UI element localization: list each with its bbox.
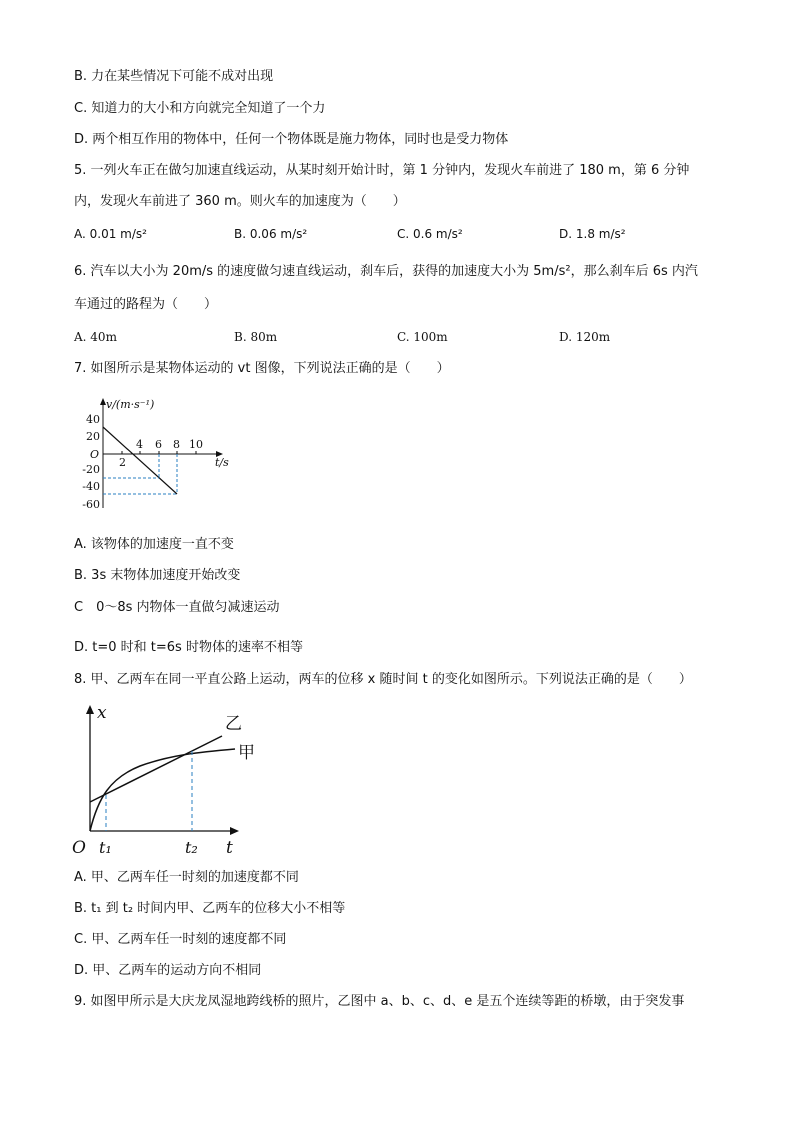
q6-option-d: D. 120m (559, 330, 611, 344)
q6-option-c: C. 100m (397, 330, 448, 344)
q7-option-b: B. 3s 末物体加速度开始改变 (74, 568, 241, 583)
q8-option-c: C. 甲、乙两车任一时刻的速度都不同 (74, 932, 287, 947)
q8-option-a: A. 甲、乙两车任一时刻的加速度都不同 (74, 870, 299, 885)
q4-option-d: D. 两个相互作用的物体中，任何一个物体既是施力物体，同时也是受力物体 (74, 132, 509, 147)
q5-option-c: C. 0.6 m/s² (397, 227, 463, 241)
q7-ytick-label: -60 (82, 498, 100, 511)
q7-origin: O (90, 448, 100, 461)
q7-xtick-label: 2 (119, 456, 126, 469)
q5-option-d: D. 1.8 m/s² (559, 227, 626, 241)
q8-line-yi (90, 736, 222, 802)
q7-y-label: v/(m·s⁻¹) (106, 398, 155, 411)
q4-option-b: B. 力在某些情况下可能不成对出现 (74, 69, 274, 84)
q8-stem: 8. 甲、乙两车在同一平直公路上运动，两车的位移 x 随时间 t 的变化如图所示。下列说法正确的是（ ） (74, 672, 692, 687)
q8-y-label: x (97, 703, 107, 723)
q8-option-d: D. 甲、乙两车的运动方向不相同 (74, 963, 262, 978)
q7-ytick-label: -40 (82, 480, 100, 493)
q7-option-c: C 0～8s 内物体一直做匀减速运动 (74, 600, 280, 615)
q7-x-label: t/s (215, 456, 229, 469)
q7-xtick-label: 6 (155, 438, 162, 451)
q8-x-label: t (226, 838, 233, 858)
q7-xtick-label: 10 (189, 438, 203, 451)
q7-option-d: D. t=0 时和 t=6s 时物体的速率不相等 (74, 640, 303, 655)
q7-stem: 7. 如图所示是某物体运动的 vt 图像，下列说法正确的是（ ） (74, 361, 450, 376)
q8-option-b: B. t₁ 到 t₂ 时间内甲、乙两车的位移大小不相等 (74, 901, 346, 916)
q8-t1-label: t₁ (99, 838, 112, 857)
q8-curve-jia (90, 749, 235, 831)
q8-series-jia-label: 甲 (238, 743, 255, 763)
q7-option-a: A. 该物体的加速度一直不变 (74, 537, 234, 552)
q7-ytick-label: -20 (82, 463, 100, 476)
q4-option-c: C. 知道力的大小和方向就完全知道了一个力 (74, 101, 326, 116)
q6-option-a: A. 40m (74, 330, 117, 344)
q5-stem-line1: 5. 一列火车正在做匀加速直线运动，从某时刻开始计时，第 1 分钟内，发现火车前进了 180 m，第 6 分钟 (74, 163, 690, 178)
q8-origin: O (72, 838, 86, 858)
q6-option-b: B. 80m (234, 330, 278, 344)
q5-stem-line2: 内，发现火车前进了 360 m。则火车的加速度为（ ） (74, 194, 406, 209)
q7-xtick-label: 4 (136, 438, 143, 451)
q8-x-arrow (230, 827, 239, 835)
q8-xt-graph (70, 698, 270, 860)
q5-option-a: A. 0.01 m/s² (74, 227, 147, 241)
q8-t2-label: t₂ (185, 838, 198, 857)
q7-vt-graph (70, 390, 240, 515)
q6-stem-line1: 6. 汽车以大小为 20m/s 的速度做匀速直线运动，刹车后，获得的加速度大小为 5m/s²，那么刹车后 6s 内汽 (74, 264, 698, 279)
q6-stem-line2: 车通过的路程为（ ） (74, 297, 218, 312)
q7-ytick-label: 40 (86, 413, 100, 426)
q5-option-b: B. 0.06 m/s² (234, 227, 308, 241)
q7-xtick-label: 8 (173, 438, 180, 451)
q8-y-arrow (86, 705, 94, 714)
q9-stem: 9. 如图甲所示是大庆龙凤湿地跨线桥的照片，乙图中 a、b、c、d、e 是五个连续等距的桥墩，由于突发事 (74, 994, 685, 1009)
q7-ytick-label: 20 (86, 430, 100, 443)
q8-series-yi-label: 乙 (225, 714, 242, 734)
